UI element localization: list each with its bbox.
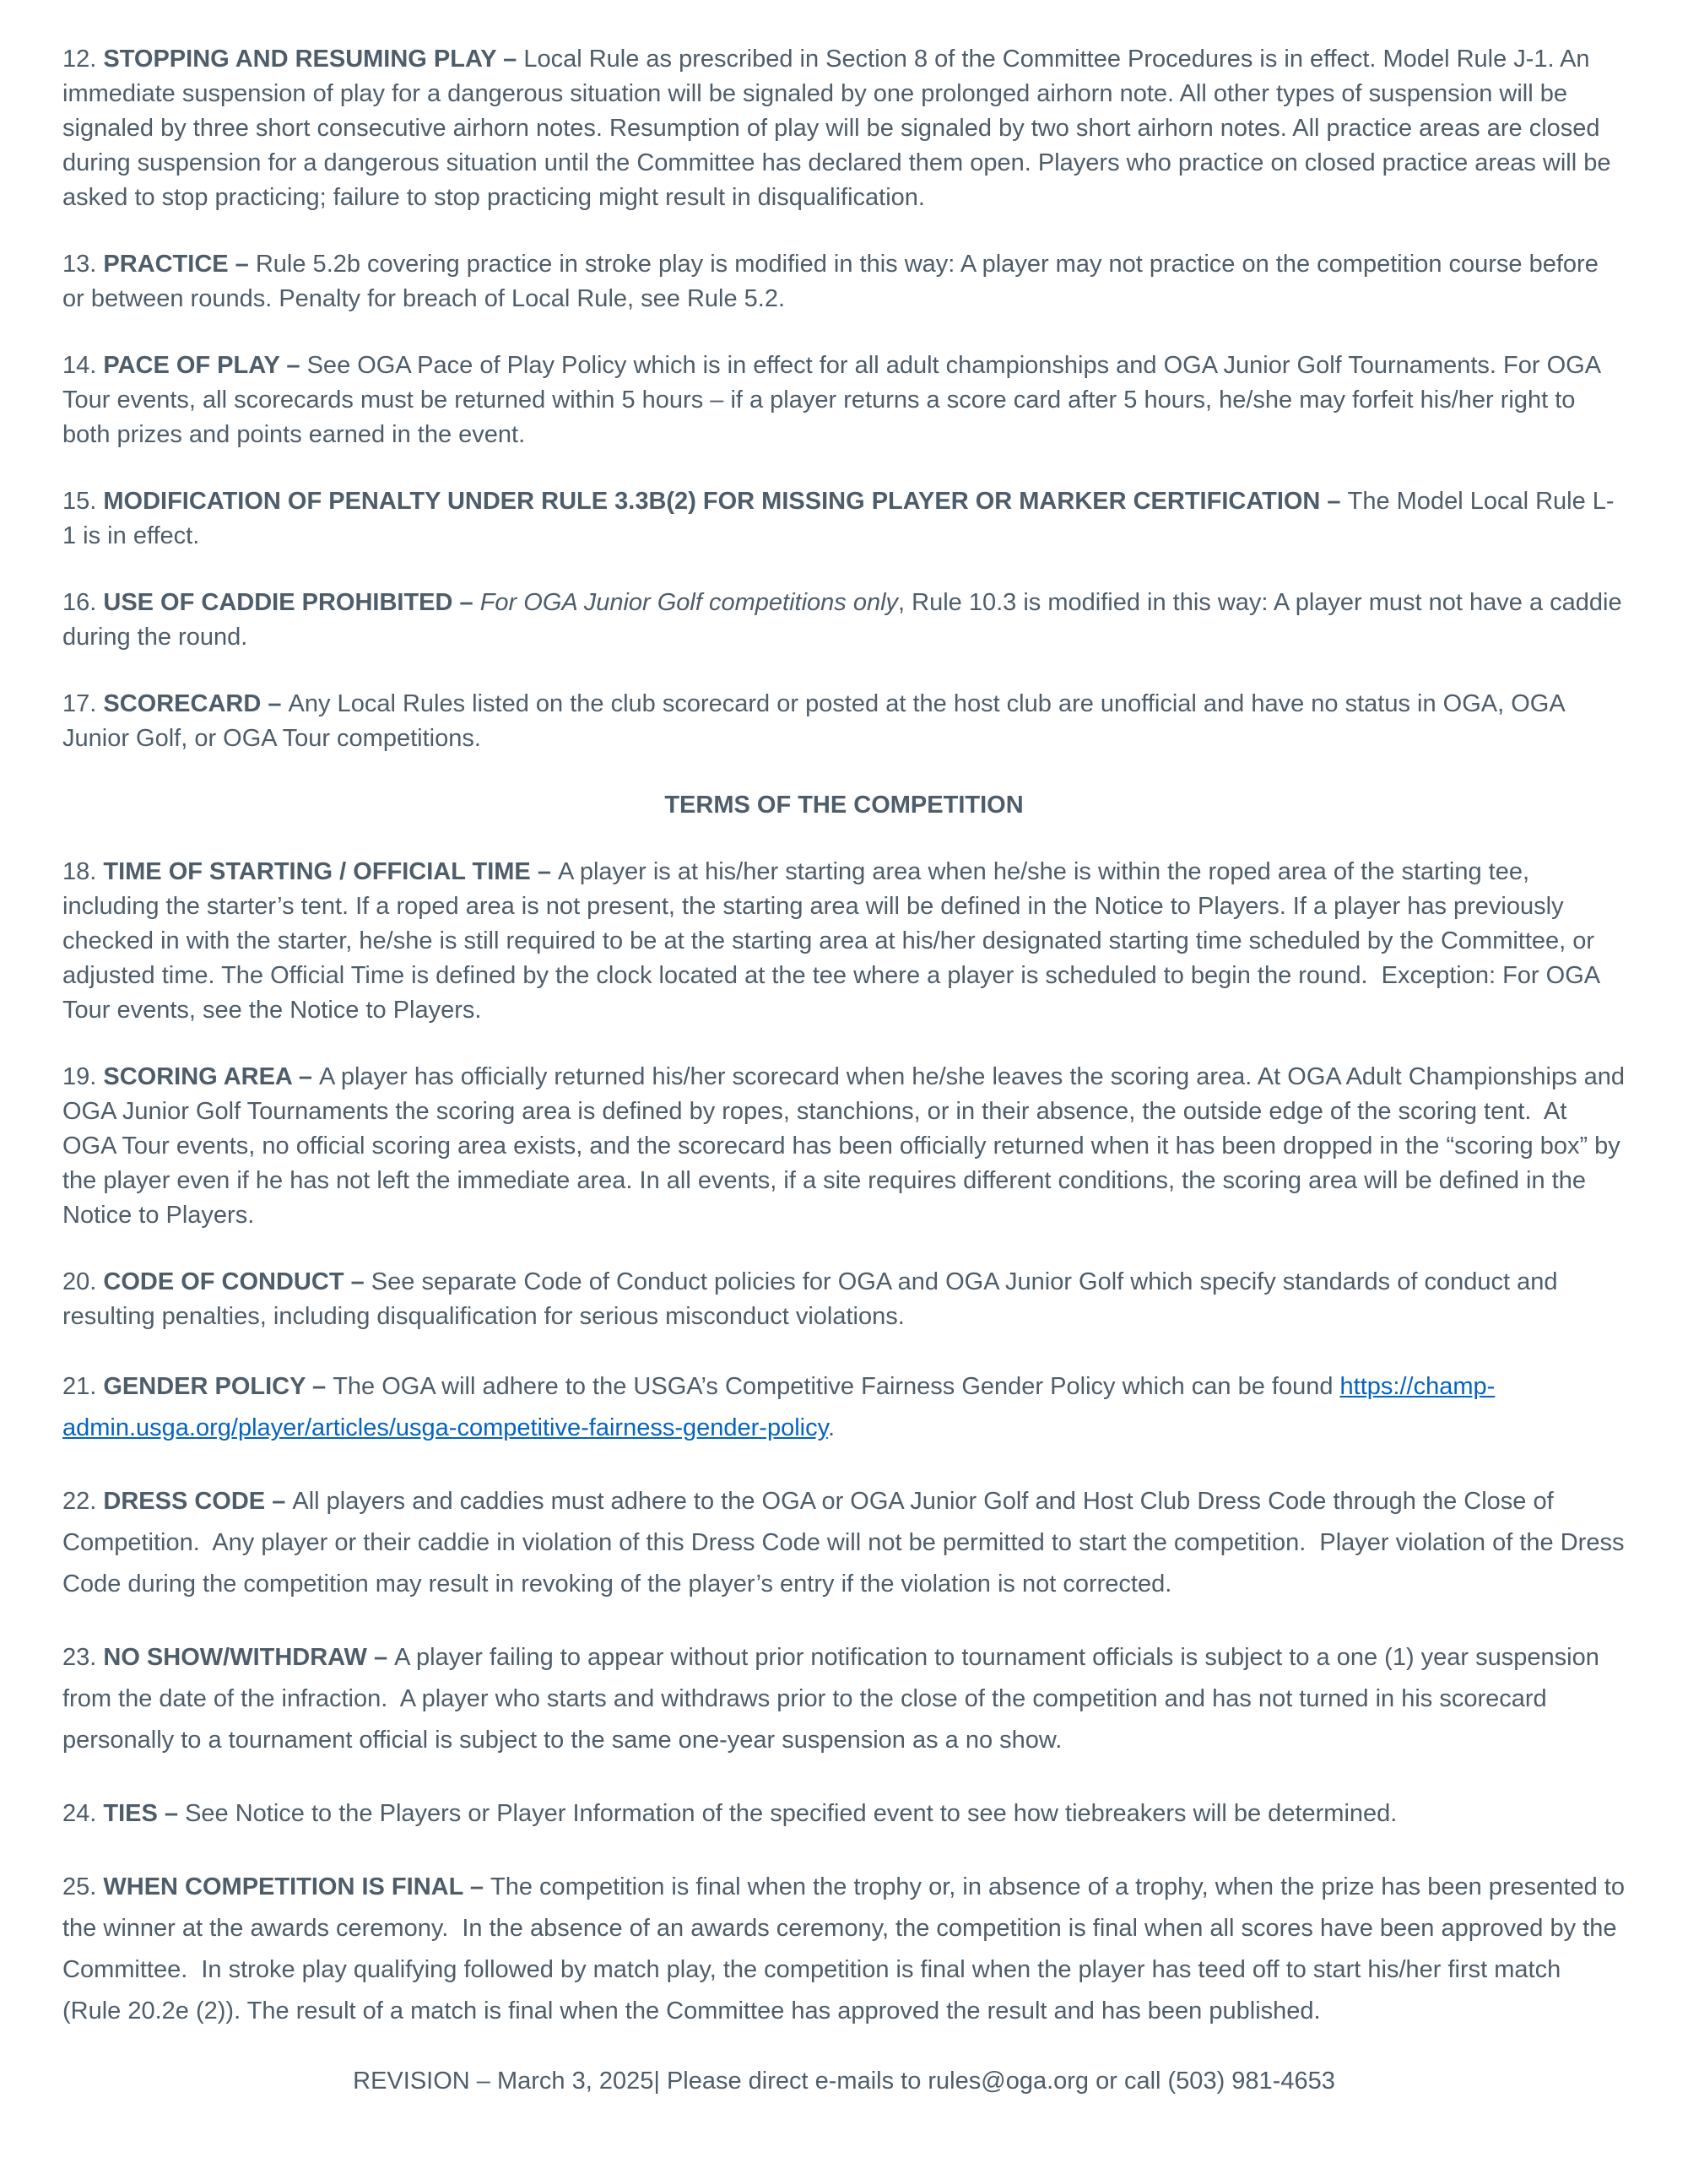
rule-19-scoring-area (62, 1060, 1632, 1233)
text-run: See OGA Pace of Play Policy which is in effect for all adult championships and OGA Junior Golf Tournaments. For OGA Tour events, all scorecards must be returned within 5 hours – if a player returns a score card after 5 hours, he/she may forfeit his/her right to both prizes and points earned in the event. (62, 352, 1606, 448)
rule-13-practice (62, 247, 1626, 316)
text-run: 12. (62, 46, 104, 73)
text-run: 18. (62, 858, 104, 885)
text-run: For OGA Junior Golf competitions only (479, 589, 899, 616)
gender-policy-link[interactable]: https://champ-admin.usga.org/player/articles/usga-competitive-fairness-gender-policy (62, 1373, 1496, 1441)
text-run: 13. (62, 251, 104, 278)
rule-title: TIES – (103, 1800, 186, 1827)
rule-title: MODIFICATION OF PENALTY UNDER RULE 3.3B(2) FOR MISSING PLAYER OR MARKER CERTIFICATION – (103, 488, 1348, 515)
text-run: 24. (62, 1800, 104, 1827)
rule-17-scorecard (62, 687, 1626, 756)
rule-12-stopping-and-resuming-play (62, 42, 1626, 215)
rule-title: WHEN COMPETITION IS FINAL – (103, 1873, 491, 1900)
text-run: 16. (62, 589, 104, 616)
rule-title: DRESS CODE – (103, 1488, 293, 1515)
text-run: Rule 5.2b covering practice in stroke play is modified in this way: A player may not practice on the competition course before or between rounds. Penalty for breach of Local Rule, see Rule 5.2. (62, 251, 1605, 312)
text-run: . (827, 1414, 835, 1441)
rule-title: USE OF CADDIE PROHIBITED – (103, 589, 480, 616)
rule-title: PRACTICE – (103, 251, 256, 278)
text-run: 20. (62, 1268, 104, 1295)
rule-title: GENDER POLICY – (103, 1373, 333, 1400)
rule-title: SCORECARD – (103, 690, 289, 717)
text-run: 14. (62, 352, 104, 379)
text-run: 15. (62, 488, 104, 515)
rule-title: PACE OF PLAY – (103, 352, 307, 379)
text-run: See separate Code of Conduct policies for OGA and OGA Junior Golf which specify standards of conduct and resulting penalties, including disqualification for serious misconduct violations. (62, 1268, 1565, 1330)
revision-footer: REVISION – March 3, 2025| Please direct e-mails to rules@oga.org or call (503) 981-4653 (353, 2068, 1335, 2095)
rule-16-use-of-caddie-prohibited (62, 586, 1629, 655)
rule-25-when-competition-is-final (62, 1867, 1632, 2032)
rule-title: CODE OF CONDUCT – (103, 1268, 371, 1295)
rule-title: TIME OF STARTING / OFFICIAL TIME – (103, 858, 559, 885)
rules-section-terms-of-competition (62, 855, 1632, 2032)
text-run: 25. (62, 1873, 104, 1900)
text-run: Local Rule as prescribed in Section 8 of the Committee Procedures is in effect. Model Rule J-1. An immediate suspension of play for a dangerous situation will be signaled by one prolonged airhorn note. All other types of suspension will be signaled by three short consecutive airhorn notes. Resumption of play will be signaled by two short airhorn notes. All practice areas are closed during suspension for a dangerous situation until the Committee has declared them open. Players who practice on closed practice areas will be asked to stop practicing; failure to stop practicing might result in disqualification. (62, 46, 1618, 211)
rules-section-local-rules (62, 42, 1629, 756)
text-run: All players and caddies must adhere to the OGA or OGA Junior Golf and Host Club Dress Code through the Close of Competition. Any player or their caddie in violation of this Dress Code will not be permitted to start the competition. Player violation of the Dress Code during the competition may result in revoking of the player’s entry if the violation is not corrected. (62, 1488, 1631, 1597)
rule-15-modification-of-penalty (62, 484, 1626, 554)
rule-21-gender-policy (62, 1366, 1626, 1449)
text-run: Any Local Rules listed on the club scorecard or posted at the host club are unofficial and have no status in OGA, OGA Junior Golf, or OGA Tour competitions. (62, 690, 1572, 752)
rule-18-time-of-starting-official-time (62, 855, 1626, 1028)
rule-14-pace-of-play (62, 349, 1626, 452)
rule-22-dress-code (62, 1481, 1631, 1605)
text-run: A player failing to appear without prior notification to tournament officials is subject to a one (1) year suspension from the date of the infraction. A player who starts and withdraws prior to the close of the competition and has not turned in his scorecard personally to a tournament official is subject to the same one-year suspension as a no show. (62, 1644, 1606, 1754)
text-run: 19. (62, 1063, 104, 1090)
rule-title: NO SHOW/WITHDRAW – (103, 1644, 395, 1671)
text-run: A player has officially returned his/her scorecard when he/she leaves the scoring area. At OGA Adult Championships and OGA Junior Golf Tournaments the scoring area is defined by ropes, stanchions, or in their absence, the outside edge of the scoring tent. At OGA Tour events, no official scoring area exists, and the scorecard has been officially returned when it has been dropped in the “scoring box” by the player even if he has not left the immediate area. In all events, if a site requires different conditions, the scoring area will be defined in the Notice to Players. (62, 1063, 1632, 1229)
text-run: 23. (62, 1644, 104, 1671)
text-run: The Model Local Rule L-1 is in effect. (62, 488, 1615, 549)
text-run: 17. (62, 690, 104, 717)
rule-title: SCORING AREA – (103, 1063, 320, 1090)
terms-of-competition-heading: TERMS OF THE COMPETITION (664, 792, 1024, 819)
text-run: 22. (62, 1488, 104, 1515)
text-run: A player is at his/her starting area when he/she is within the roped area of the starting tee, including the starter’s tent. If a roped area is not present, the starting area will be defined in the Notice to Players. If a player has previously checked in with the starter, he/she is still required to be at the starting area at his/her designated starting time scheduled by the Committee, or adjusted time. The Official Time is defined by the clock located at the tee where a player is scheduled to begin the round. Exception: For OGA Tour events, see the Notice to Players. (62, 858, 1606, 1024)
text-run: See Notice to the Players or Player Information of the specified event to see how tiebreakers will be determined. (185, 1800, 1398, 1827)
text-run: The OGA will adhere to the USGA’s Competitive Fairness Gender Policy which can be found (333, 1373, 1340, 1400)
rule-23-no-show-withdraw (62, 1637, 1626, 1761)
text-run: , Rule 10.3 is modified in this way: A player must not have a caddie during the round. (62, 589, 1629, 651)
text-run: The competition is final when the trophy or, in absence of a trophy, when the prize has been presented to the winner at the awards ceremony. In the absence of an awards ceremony, the competition is final when all scores have been approved by the Committee. In stroke play qualifying followed by match play, the competition is final when the player has teed off to start his/her first match (Rule 20.2e (2)). The result of a match is final when the Committee has approved the result and has been published. (62, 1873, 1632, 2025)
rule-title: STOPPING AND RESUMING PLAY – (103, 46, 524, 73)
rule-20-code-of-conduct (62, 1265, 1626, 1334)
text-run: 21. (62, 1373, 104, 1400)
rule-24-ties (62, 1793, 1626, 1835)
